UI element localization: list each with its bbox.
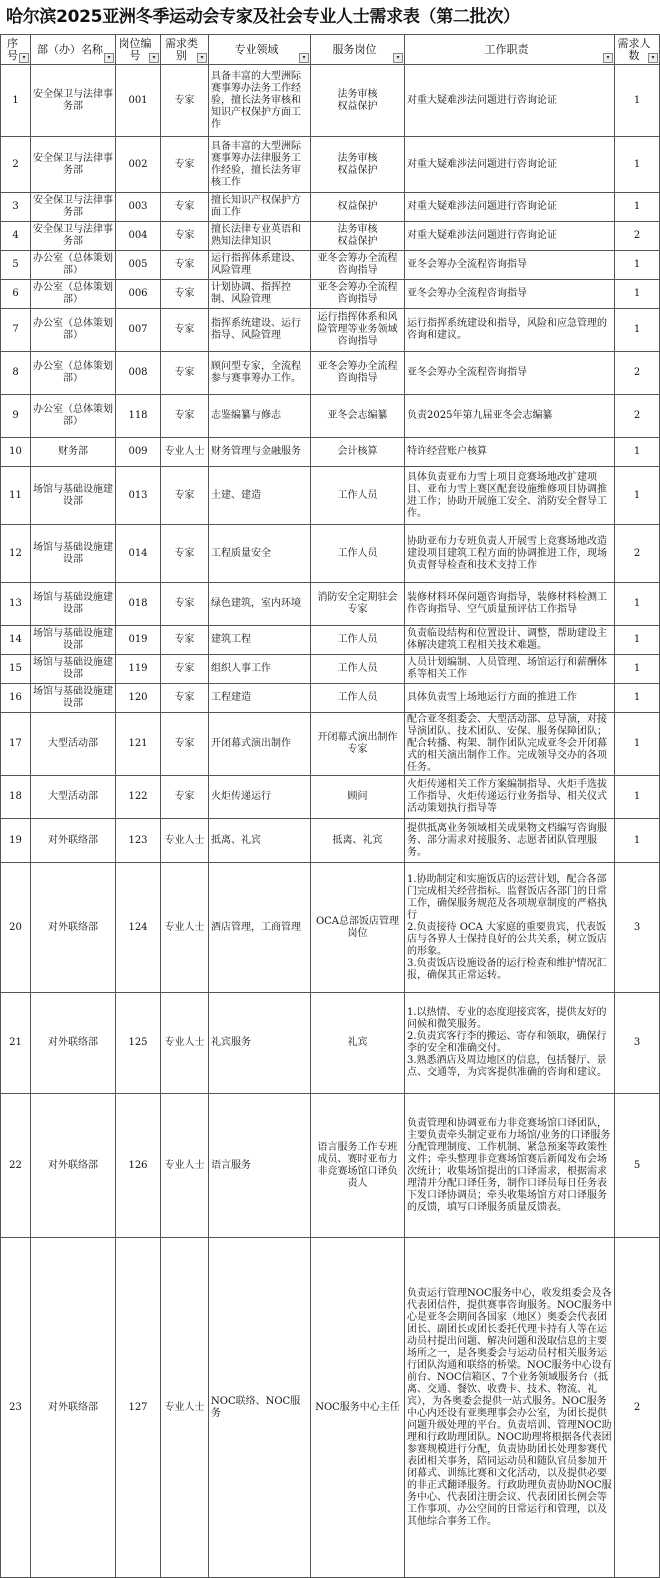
column-header-label: 需求类别	[165, 36, 198, 62]
cell-row-number: 20	[1, 863, 31, 993]
table-row	[1, 713, 660, 776]
cell-demand-count: 1	[615, 626, 660, 655]
column-header-post-code	[116, 35, 161, 65]
table-row	[1, 395, 660, 438]
cell-demand-count: 2	[615, 1238, 660, 1578]
table-row	[1, 626, 660, 655]
cell-demand-type: 专业人士	[161, 1238, 209, 1578]
cell-job-duty: 人员计划编制、人员管理、场馆运行和薪酬体系等相关工作	[405, 655, 615, 684]
filter-dropdown-icon[interactable]: ▾	[149, 53, 159, 63]
cell-professional-field: 指挥系统建设、运行指导、风险管理	[209, 309, 311, 352]
cell-post-code: 013	[116, 467, 161, 525]
cell-professional-field: 顾问型专家，全流程参与赛事筹办工作。	[209, 352, 311, 395]
cell-row-number: 10	[1, 438, 31, 467]
cell-post-code: 123	[116, 819, 161, 863]
cell-row-number: 6	[1, 280, 31, 309]
cell-job-duty: 亚冬会筹办全流程咨询指导	[405, 251, 615, 280]
cell-job-duty: 具体负责雪上场地运行方面的推进工作	[405, 684, 615, 713]
cell-job-duty: 负责运行管理NOC服务中心，收发组委会及各代表团信件，提供赛事咨询服务。NOC服务中心是亚冬会期间各国家（地区）奥委会代表团团长、副团长或团长委托代理卡持有人等在运动员村提出问题、解决问题和汲取信息的主要场所之一，是各奥委会与运动员村相关服务运行团队沟通和联络的桥梁。NOC服务中心设有前台、NOC信箱区、7个业务领域服务台（抵离、交通、餐饮、收费卡、技术、物流、礼宾），为各奥委会提供一站式服务。NOC服务中心内还设有亚奥理事会办公室，为团长提供问题升级处理的平台。负责培训、管理NOC助理和行政助理团队。NOC助理将根据各代表团参赛规模进行分配，负责协助团长处理参赛代表团相关事务，陪同运动员和随队官员参加开闭幕式、训练比赛和文化活动，以及提供必要的非正式翻译服务。行政助理负责协助NOC服务中心、代表团注册会议、代表团团长例会等工作事项、办公空间的日常运行和管理，以及其他综合事务工作。	[405, 1238, 615, 1578]
cell-service-post: 运行指挥体系和风险管理等业务领域咨询指导	[311, 309, 405, 352]
cell-demand-count: 1	[615, 819, 660, 863]
cell-demand-count: 1	[615, 65, 660, 137]
cell-demand-type: 专业人士	[161, 819, 209, 863]
cell-job-duty: 具体负责亚布力雪上项目竞赛场地改扩建项目、亚布力雪上赛区配套设施维修项目协调推进工作；协助开展施工安全、消防安全督导工作。	[405, 467, 615, 525]
column-header-service-post	[311, 35, 405, 65]
cell-post-code: 126	[116, 1094, 161, 1238]
cell-service-post: 抵离、礼宾	[311, 819, 405, 863]
cell-job-duty: 运行指挥系统建设和指导，风险和应急管理的咨询和建议。	[405, 309, 615, 352]
cell-demand-type: 专业人士	[161, 1094, 209, 1238]
cell-service-post: 亚冬会筹办全流程咨询指导	[311, 280, 405, 309]
cell-job-duty: 提供抵离业务领域相关成果物文档编写咨询服务、部分需求对接服务、志愿者团队管理服务。	[405, 819, 615, 863]
table-row	[1, 1238, 660, 1578]
column-header-professional-field	[209, 35, 311, 65]
cell-job-duty: 对重大疑难涉法问题进行咨询论证	[405, 222, 615, 251]
cell-department: 对外联络部	[31, 1238, 116, 1578]
table-row	[1, 776, 660, 819]
column-header-demand-count	[615, 35, 660, 65]
cell-row-number: 7	[1, 309, 31, 352]
cell-row-number: 4	[1, 222, 31, 251]
cell-service-post: 法务审核 权益保护	[311, 222, 405, 251]
cell-post-code: 001	[116, 65, 161, 137]
cell-service-post: 工作人员	[311, 525, 405, 583]
filter-dropdown-icon[interactable]: ▾	[299, 53, 309, 63]
cell-department: 安全保卫与法律事务部	[31, 65, 116, 137]
cell-demand-type: 专家	[161, 713, 209, 776]
cell-job-duty: 对重大疑难涉法问题进行咨询论证	[405, 137, 615, 193]
cell-row-number: 1	[1, 65, 31, 137]
column-header-demand-type	[161, 35, 209, 65]
cell-row-number: 2	[1, 137, 31, 193]
column-header-department	[31, 35, 116, 65]
cell-professional-field: NOC联络、NOC服务	[209, 1238, 311, 1578]
cell-demand-type: 专业人士	[161, 863, 209, 993]
cell-demand-count: 2	[615, 395, 660, 438]
cell-service-post: 亚冬会筹办全流程咨询指导	[311, 352, 405, 395]
cell-job-duty: 负责管理和协调亚布力非竞赛场馆口译团队，主要负责牵头制定亚布力场馆/业务的口译服务分配管理制度、工作机制、紧急预案等政策性文件；牵头整理非竞赛场馆赛后新闻发布会场次统计；收集场馆提出的口译需求，根据需求理清并分配口译任务，制作口译员每日任务表下发口译协调员；牵头收集场馆方对口译服务的反馈，填写口译服务质量反馈表。	[405, 1094, 615, 1238]
cell-professional-field: 抵离、礼宾	[209, 819, 311, 863]
table-row	[1, 525, 660, 583]
column-header-label: 服务岗位	[332, 42, 377, 56]
cell-professional-field: 工程质量安全	[209, 525, 311, 583]
cell-row-number: 16	[1, 684, 31, 713]
cell-demand-type: 专家	[161, 251, 209, 280]
cell-demand-type: 专家	[161, 65, 209, 137]
cell-demand-count: 2	[615, 352, 660, 395]
cell-demand-count: 1	[615, 438, 660, 467]
cell-service-post: 工作人员	[311, 467, 405, 525]
cell-service-post: 礼宾	[311, 993, 405, 1094]
cell-professional-field: 开闭幕式演出制作	[209, 713, 311, 776]
cell-demand-count: 1	[615, 684, 660, 713]
cell-demand-count: 1	[615, 137, 660, 193]
cell-demand-type: 专家	[161, 626, 209, 655]
cell-department: 场馆与基础设施建设部	[31, 525, 116, 583]
cell-row-number: 19	[1, 819, 31, 863]
cell-row-number: 18	[1, 776, 31, 819]
cell-demand-type: 专家	[161, 193, 209, 222]
cell-demand-type: 专家	[161, 280, 209, 309]
cell-post-code: 127	[116, 1238, 161, 1578]
cell-job-duty: 负责2025年第九届亚冬会志编纂	[405, 395, 615, 438]
cell-demand-count: 3	[615, 863, 660, 993]
cell-department: 场馆与基础设施建设部	[31, 684, 116, 713]
cell-row-number: 8	[1, 352, 31, 395]
cell-department: 安全保卫与法律事务部	[31, 193, 116, 222]
cell-row-number: 3	[1, 193, 31, 222]
cell-professional-field: 工程建造	[209, 684, 311, 713]
table-row	[1, 583, 660, 626]
cell-job-duty: 1.协助制定和实施饭店的运营计划，配合各部门完成相关经营指标。监督饭店各部门的日常工作，确保服务规范及各项规章制度的严格执行 2.负责接待 OCA 大家庭的重要贵宾，代表饭店与各界人士保持良好的公共关系，树立饭店的形象。 3.负责饭店设施设备的运行检查和维护情况汇报，确保其正常运转。	[405, 863, 615, 993]
cell-professional-field: 财务管理与金融服务	[209, 438, 311, 467]
cell-post-code: 009	[116, 438, 161, 467]
cell-row-number: 22	[1, 1094, 31, 1238]
cell-demand-count: 1	[615, 583, 660, 626]
cell-row-number: 21	[1, 993, 31, 1094]
cell-row-number: 5	[1, 251, 31, 280]
cell-job-duty: 特许经营账户核算	[405, 438, 615, 467]
cell-row-number: 23	[1, 1238, 31, 1578]
cell-demand-count: 2	[615, 222, 660, 251]
cell-department: 对外联络部	[31, 993, 116, 1094]
cell-demand-type: 专家	[161, 395, 209, 438]
table-row	[1, 467, 660, 525]
filter-dropdown-icon[interactable]: ▾	[648, 53, 658, 63]
cell-department: 安全保卫与法律事务部	[31, 222, 116, 251]
cell-service-post: 会计核算	[311, 438, 405, 467]
cell-row-number: 17	[1, 713, 31, 776]
cell-post-code: 120	[116, 684, 161, 713]
cell-department: 场馆与基础设施建设部	[31, 626, 116, 655]
cell-post-code: 004	[116, 222, 161, 251]
table-row	[1, 65, 660, 137]
demand-table	[0, 34, 660, 1578]
header-row	[1, 35, 660, 65]
cell-demand-count: 2	[615, 525, 660, 583]
cell-job-duty: 负责临设结构和位置设计、调整，帮助建设主体解决建筑工程相关技术难题。	[405, 626, 615, 655]
cell-job-duty: 亚冬会筹办全流程咨询指导	[405, 280, 615, 309]
cell-post-code: 002	[116, 137, 161, 193]
filter-dropdown-icon[interactable]: ▾	[197, 53, 207, 63]
cell-professional-field: 具备丰富的大型洲际赛事筹办法务工作经验，擅长法务审核和知识产权保护方面工作	[209, 65, 311, 137]
cell-demand-count: 1	[615, 467, 660, 525]
cell-department: 办公室（总体策划部）	[31, 395, 116, 438]
cell-demand-count: 1	[615, 713, 660, 776]
column-header-label: 专业领域	[234, 42, 279, 56]
cell-demand-type: 专家	[161, 352, 209, 395]
cell-service-post: 亚冬会筹办全流程咨询指导	[311, 251, 405, 280]
cell-department: 办公室（总体策划部）	[31, 280, 116, 309]
cell-professional-field: 酒店管理，工商管理	[209, 863, 311, 993]
cell-service-post: 语言服务工作专班成员、赛时亚布力非竞赛场馆口译负责人	[311, 1094, 405, 1238]
cell-demand-type: 专家	[161, 583, 209, 626]
table-row	[1, 280, 660, 309]
cell-department: 对外联络部	[31, 819, 116, 863]
cell-professional-field: 语言服务	[209, 1094, 311, 1238]
cell-service-post: 工作人员	[311, 626, 405, 655]
cell-demand-count: 5	[615, 1094, 660, 1238]
cell-post-code: 118	[116, 395, 161, 438]
cell-department: 场馆与基础设施建设部	[31, 655, 116, 684]
column-header-label: 岗位编号	[118, 36, 152, 62]
filter-dropdown-icon[interactable]: ▾	[19, 53, 29, 63]
table-row	[1, 819, 660, 863]
cell-service-post: 工作人员	[311, 655, 405, 684]
cell-professional-field: 运行指挥体系建设、风险管理	[209, 251, 311, 280]
cell-job-duty: 对重大疑难涉法问题进行咨询论证	[405, 193, 615, 222]
cell-demand-count: 1	[615, 280, 660, 309]
cell-post-code: 019	[116, 626, 161, 655]
cell-demand-type: 专家	[161, 467, 209, 525]
cell-professional-field: 计划协调、指挥控制、风险管理	[209, 280, 311, 309]
cell-service-post: 消防安全定期驻会专家	[311, 583, 405, 626]
cell-service-post: OCA总部饭店管理岗位	[311, 863, 405, 993]
cell-demand-count: 1	[615, 655, 660, 684]
cell-row-number: 13	[1, 583, 31, 626]
cell-department: 安全保卫与法律事务部	[31, 137, 116, 193]
cell-professional-field: 建筑工程	[209, 626, 311, 655]
cell-demand-type: 专家	[161, 655, 209, 684]
table-row	[1, 993, 660, 1094]
cell-post-code: 014	[116, 525, 161, 583]
cell-demand-type: 专家	[161, 525, 209, 583]
column-header-row-number	[1, 35, 31, 65]
cell-service-post: 权益保护	[311, 193, 405, 222]
table-row	[1, 193, 660, 222]
column-header-label: 部（办）名称	[37, 42, 103, 56]
cell-post-code: 018	[116, 583, 161, 626]
cell-job-duty: 配合亚冬组委会、大型活动部、总导演，对接导演团队、技术团队、安保、服务保障团队；配合转播、构架、制作团队完成亚冬会开闭幕式的相关演出制作工作。完成领导交办的各项任务。	[405, 713, 615, 776]
cell-post-code: 119	[116, 655, 161, 684]
cell-demand-type: 专业人士	[161, 993, 209, 1094]
cell-department: 大型活动部	[31, 713, 116, 776]
cell-demand-type: 专家	[161, 684, 209, 713]
cell-service-post: 法务审核 权益保护	[311, 65, 405, 137]
cell-professional-field: 土建、建造	[209, 467, 311, 525]
cell-department: 场馆与基础设施建设部	[31, 583, 116, 626]
cell-demand-count: 3	[615, 993, 660, 1094]
cell-demand-count: 1	[615, 776, 660, 819]
filter-dropdown-icon[interactable]: ▾	[393, 53, 403, 63]
cell-service-post: 工作人员	[311, 684, 405, 713]
cell-professional-field: 礼宾服务	[209, 993, 311, 1094]
cell-job-duty: 亚冬会筹办全流程咨询指导	[405, 352, 615, 395]
cell-job-duty: 协助亚布力专班负责人开展雪上竞赛场地改造建设项目建筑工程方面的协调推进工作，现场负责督导检查和技术支持工作	[405, 525, 615, 583]
cell-service-post: NOC服务中心主任	[311, 1238, 405, 1578]
cell-demand-type: 专家	[161, 137, 209, 193]
cell-demand-type: 专家	[161, 222, 209, 251]
cell-department: 大型活动部	[31, 776, 116, 819]
cell-row-number: 11	[1, 467, 31, 525]
page-title: 哈尔滨2025亚洲冬季运动会专家及社会专业人士需求表（第二批次）	[6, 7, 520, 27]
table-row	[1, 352, 660, 395]
cell-department: 对外联络部	[31, 863, 116, 993]
column-header-label: 工作职责	[484, 42, 529, 56]
column-header-job-duty	[405, 35, 615, 65]
cell-department: 场馆与基础设施建设部	[31, 467, 116, 525]
cell-row-number: 9	[1, 395, 31, 438]
cell-department: 财务部	[31, 438, 116, 467]
cell-demand-count: 1	[615, 251, 660, 280]
cell-department: 办公室（总体策划部）	[31, 352, 116, 395]
cell-professional-field: 具备丰富的大型洲际赛事筹办法律服务工作经验，擅长法务审核工作	[209, 137, 311, 193]
table-row	[1, 137, 660, 193]
table-row	[1, 655, 660, 684]
table-row	[1, 684, 660, 713]
filter-dropdown-icon[interactable]: ▾	[104, 53, 114, 63]
cell-professional-field: 志鉴编纂与修志	[209, 395, 311, 438]
cell-post-code: 121	[116, 713, 161, 776]
cell-professional-field: 擅长法律专业英语和熟知法律知识	[209, 222, 311, 251]
cell-job-duty: 火炬传递相关工作方案编制指导、火炬手选拔工作指导、火炬传递运行业务指导、相关仪式活动策划执行指导等	[405, 776, 615, 819]
cell-professional-field: 组织人事工作	[209, 655, 311, 684]
column-header-label: 需求人数	[617, 36, 651, 62]
cell-post-code: 008	[116, 352, 161, 395]
filter-dropdown-icon[interactable]: ▾	[603, 53, 613, 63]
cell-demand-count: 1	[615, 193, 660, 222]
cell-row-number: 12	[1, 525, 31, 583]
table-row	[1, 863, 660, 993]
cell-demand-count: 1	[615, 309, 660, 352]
cell-row-number: 14	[1, 626, 31, 655]
cell-demand-type: 专业人士	[161, 438, 209, 467]
cell-department: 办公室（总体策划部）	[31, 309, 116, 352]
cell-service-post: 开闭幕式演出制作专家	[311, 713, 405, 776]
cell-service-post: 法务审核 权益保护	[311, 137, 405, 193]
table-row	[1, 1094, 660, 1238]
cell-row-number: 15	[1, 655, 31, 684]
table-row	[1, 309, 660, 352]
cell-department: 对外联络部	[31, 1094, 116, 1238]
cell-post-code: 122	[116, 776, 161, 819]
table-row	[1, 438, 660, 467]
cell-post-code: 007	[116, 309, 161, 352]
cell-demand-type: 专家	[161, 776, 209, 819]
cell-job-duty: 装修材料环保问题咨询指导，装修材料检测工作咨询指导、空气质量预评估工作指导	[405, 583, 615, 626]
cell-post-code: 005	[116, 251, 161, 280]
column-header-label: 序号	[7, 36, 18, 62]
cell-service-post: 亚冬会志编纂	[311, 395, 405, 438]
cell-professional-field: 擅长知识产权保护方面工作	[209, 193, 311, 222]
cell-job-duty: 1.以热情、专业的态度迎接宾客，提供友好的问候和微笑服务。 2.负责宾客行李的搬运、寄存和领取，确保行李的安全和准确交付。 3.熟悉酒店及周边地区的信息，包括餐厅、景点、交通等，为宾客提供准确的咨询和建议。	[405, 993, 615, 1094]
cell-post-code: 003	[116, 193, 161, 222]
cell-job-duty: 对重大疑难涉法问题进行咨询论证	[405, 65, 615, 137]
cell-department: 办公室（总体策划部）	[31, 251, 116, 280]
cell-demand-type: 专家	[161, 309, 209, 352]
table-row	[1, 222, 660, 251]
table-row	[1, 251, 660, 280]
cell-post-code: 125	[116, 993, 161, 1094]
cell-service-post: 顾问	[311, 776, 405, 819]
cell-post-code: 006	[116, 280, 161, 309]
cell-post-code: 124	[116, 863, 161, 993]
cell-professional-field: 绿色建筑，室内环境	[209, 583, 311, 626]
cell-professional-field: 火炬传递运行	[209, 776, 311, 819]
